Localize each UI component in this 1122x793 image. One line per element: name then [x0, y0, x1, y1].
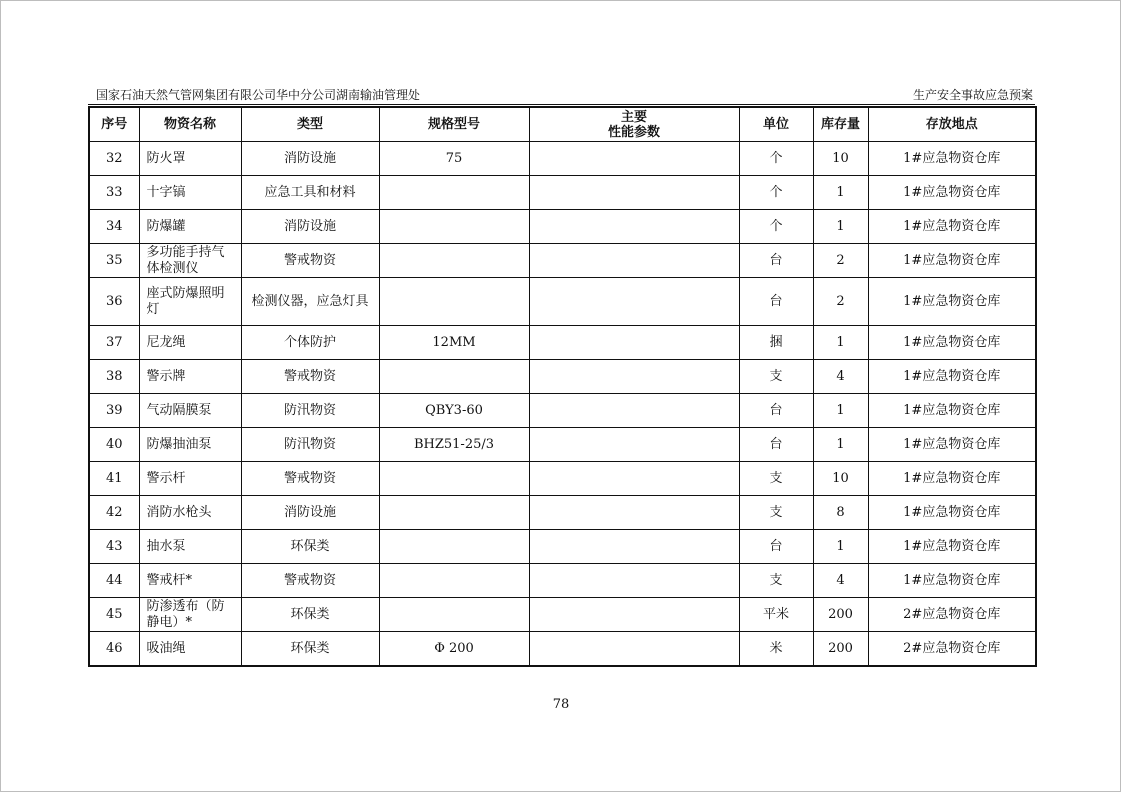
cell-type: 警戒物资	[241, 244, 379, 278]
cell-location: 1#应急物资仓库	[868, 142, 1036, 176]
cell-unit: 台	[739, 428, 813, 462]
table-body	[89, 142, 1036, 667]
cell-unit: 台	[739, 530, 813, 564]
cell-performance	[529, 530, 739, 564]
cell-performance	[529, 462, 739, 496]
table-row	[89, 244, 1036, 278]
table-row	[89, 176, 1036, 210]
cell-name: 防爆罐	[139, 210, 241, 244]
cell-quantity: 1	[813, 394, 868, 428]
col-header-spec: 规格型号	[379, 107, 529, 142]
col-header-type: 类型	[241, 107, 379, 142]
cell-performance	[529, 326, 739, 360]
cell-no: 43	[89, 530, 139, 564]
cell-name: 警示杆	[139, 462, 241, 496]
cell-spec	[379, 496, 529, 530]
cell-name: 吸油绳	[139, 632, 241, 667]
cell-quantity: 1	[813, 210, 868, 244]
cell-unit: 支	[739, 360, 813, 394]
cell-performance	[529, 360, 739, 394]
cell-no: 38	[89, 360, 139, 394]
cell-performance	[529, 496, 739, 530]
cell-location: 1#应急物资仓库	[868, 462, 1036, 496]
cell-type: 警戒物资	[241, 462, 379, 496]
cell-location: 2#应急物资仓库	[868, 632, 1036, 667]
table-row	[89, 278, 1036, 326]
cell-no: 39	[89, 394, 139, 428]
table-row	[89, 496, 1036, 530]
cell-performance	[529, 564, 739, 598]
cell-unit: 米	[739, 632, 813, 667]
cell-type: 个体防护	[241, 326, 379, 360]
cell-location: 1#应急物资仓库	[868, 326, 1036, 360]
cell-name: 抽水泵	[139, 530, 241, 564]
table-row	[89, 462, 1036, 496]
col-header-performance: 主要 性能参数	[529, 107, 739, 142]
cell-no: 34	[89, 210, 139, 244]
cell-spec: Φ 200	[379, 632, 529, 667]
cell-name: 防火罩	[139, 142, 241, 176]
cell-unit: 个	[739, 210, 813, 244]
col-header-no: 序号	[89, 107, 139, 142]
cell-unit: 支	[739, 496, 813, 530]
cell-spec	[379, 360, 529, 394]
cell-quantity: 4	[813, 360, 868, 394]
cell-name: 警示牌	[139, 360, 241, 394]
cell-no: 41	[89, 462, 139, 496]
table-row	[89, 210, 1036, 244]
cell-quantity: 200	[813, 598, 868, 632]
cell-spec: QBY3-60	[379, 394, 529, 428]
cell-unit: 捆	[739, 326, 813, 360]
cell-name: 多功能手持气体检测仪	[139, 244, 241, 278]
cell-type: 消防设施	[241, 210, 379, 244]
cell-name: 座式防爆照明灯	[139, 278, 241, 326]
table-row	[89, 564, 1036, 598]
cell-performance	[529, 632, 739, 667]
cell-spec	[379, 244, 529, 278]
cell-performance	[529, 394, 739, 428]
cell-type: 警戒物资	[241, 360, 379, 394]
cell-name: 十字镐	[139, 176, 241, 210]
cell-quantity: 2	[813, 278, 868, 326]
cell-performance	[529, 598, 739, 632]
cell-no: 46	[89, 632, 139, 667]
cell-performance	[529, 210, 739, 244]
cell-no: 33	[89, 176, 139, 210]
cell-name: 防渗透布（防静电）*	[139, 598, 241, 632]
cell-unit: 台	[739, 278, 813, 326]
cell-spec	[379, 176, 529, 210]
cell-no: 44	[89, 564, 139, 598]
cell-quantity: 10	[813, 462, 868, 496]
cell-type: 防汛物资	[241, 428, 379, 462]
cell-no: 36	[89, 278, 139, 326]
cell-quantity: 1	[813, 530, 868, 564]
table-row	[89, 394, 1036, 428]
cell-spec	[379, 598, 529, 632]
cell-type: 环保类	[241, 598, 379, 632]
header-organization: 国家石油天然气管网集团有限公司华中分公司湖南输油管理处	[96, 88, 421, 102]
cell-unit: 台	[739, 394, 813, 428]
cell-performance	[529, 142, 739, 176]
cell-type: 环保类	[241, 632, 379, 667]
cell-location: 1#应急物资仓库	[868, 278, 1036, 326]
cell-location: 1#应急物资仓库	[868, 210, 1036, 244]
cell-spec	[379, 530, 529, 564]
cell-name: 警戒杆*	[139, 564, 241, 598]
cell-spec	[379, 210, 529, 244]
cell-quantity: 10	[813, 142, 868, 176]
table-row	[89, 142, 1036, 176]
table-row	[89, 632, 1036, 667]
table-row	[89, 530, 1036, 564]
cell-quantity: 4	[813, 564, 868, 598]
cell-performance	[529, 278, 739, 326]
cell-performance	[529, 244, 739, 278]
cell-spec: BHZ51-25/3	[379, 428, 529, 462]
cell-location: 1#应急物资仓库	[868, 496, 1036, 530]
col-header-quantity: 库存量	[813, 107, 868, 142]
cell-unit: 个	[739, 142, 813, 176]
col-header-name: 物资名称	[139, 107, 241, 142]
cell-unit: 台	[739, 244, 813, 278]
cell-spec	[379, 564, 529, 598]
cell-performance	[529, 176, 739, 210]
cell-quantity: 1	[813, 428, 868, 462]
cell-type: 应急工具和材料	[241, 176, 379, 210]
table-row	[89, 326, 1036, 360]
cell-spec	[379, 278, 529, 326]
cell-location: 1#应急物资仓库	[868, 394, 1036, 428]
cell-unit: 平米	[739, 598, 813, 632]
cell-location: 2#应急物资仓库	[868, 598, 1036, 632]
inventory-table	[88, 106, 1037, 667]
cell-location: 1#应急物资仓库	[868, 360, 1036, 394]
cell-spec: 12MM	[379, 326, 529, 360]
cell-name: 尼龙绳	[139, 326, 241, 360]
cell-quantity: 2	[813, 244, 868, 278]
table-row	[89, 598, 1036, 632]
table-header-row	[89, 107, 1036, 142]
cell-type: 检测仪器，应急灯具	[241, 278, 379, 326]
cell-type: 警戒物资	[241, 564, 379, 598]
header-rule	[88, 104, 1035, 105]
cell-type: 消防设施	[241, 142, 379, 176]
col-header-location: 存放地点	[868, 107, 1036, 142]
cell-quantity: 200	[813, 632, 868, 667]
cell-no: 35	[89, 244, 139, 278]
table-row	[89, 428, 1036, 462]
cell-no: 45	[89, 598, 139, 632]
cell-location: 1#应急物资仓库	[868, 564, 1036, 598]
cell-name: 防爆抽油泵	[139, 428, 241, 462]
cell-location: 1#应急物资仓库	[868, 530, 1036, 564]
cell-spec: 75	[379, 142, 529, 176]
table-row	[89, 360, 1036, 394]
cell-unit: 个	[739, 176, 813, 210]
cell-type: 防汛物资	[241, 394, 379, 428]
cell-performance	[529, 428, 739, 462]
col-header-unit: 单位	[739, 107, 813, 142]
header-document-title: 生产安全事故应急预案	[912, 88, 1033, 102]
cell-quantity: 1	[813, 176, 868, 210]
cell-type: 消防设施	[241, 496, 379, 530]
cell-no: 40	[89, 428, 139, 462]
cell-location: 1#应急物资仓库	[868, 176, 1036, 210]
cell-type: 环保类	[241, 530, 379, 564]
cell-name: 消防水枪头	[139, 496, 241, 530]
cell-name: 气动隔膜泵	[139, 394, 241, 428]
cell-quantity: 1	[813, 326, 868, 360]
cell-quantity: 8	[813, 496, 868, 530]
cell-spec	[379, 462, 529, 496]
page-number: 78	[552, 697, 570, 712]
cell-no: 32	[89, 142, 139, 176]
cell-location: 1#应急物资仓库	[868, 244, 1036, 278]
cell-no: 42	[89, 496, 139, 530]
cell-location: 1#应急物资仓库	[868, 428, 1036, 462]
cell-unit: 支	[739, 462, 813, 496]
cell-unit: 支	[739, 564, 813, 598]
cell-no: 37	[89, 326, 139, 360]
